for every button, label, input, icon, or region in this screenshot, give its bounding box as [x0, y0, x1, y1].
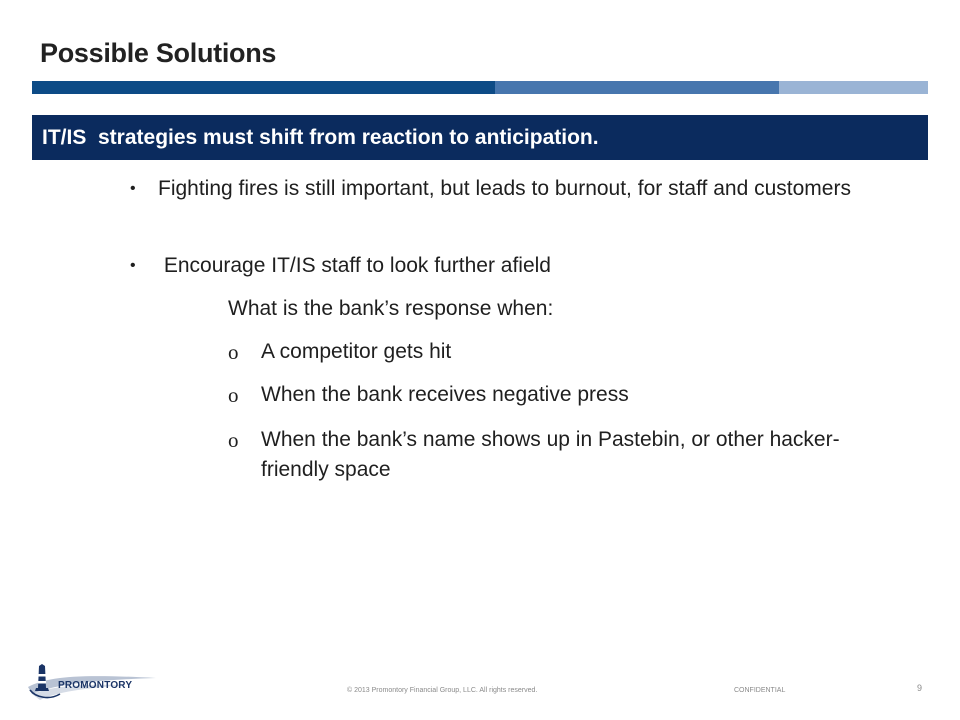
headline-banner: IT/IS strategies must shift from reaction to anticipation.: [32, 115, 928, 160]
slide-title: Possible Solutions: [40, 38, 277, 68]
confidential-label: CONFIDENTIAL: [734, 687, 786, 694]
bullet-text: Encourage IT/IS staff to look further afield: [158, 254, 551, 277]
bar-segment-dark: [32, 81, 495, 94]
bar-segment-mid: [495, 81, 779, 94]
bullet-text: Fighting fires is still important, but leads to burnout, for staff and customers: [158, 177, 851, 200]
page-number: 9: [917, 683, 923, 693]
bullet-marker: •: [130, 180, 136, 197]
sub-bullet-marker: o: [228, 383, 239, 407]
sub-list-text: When the bank receives negative press: [261, 383, 629, 406]
sub-bullet-marker: o: [228, 428, 239, 452]
subheading: What is the bank’s response when:: [228, 297, 554, 320]
sub-list-text: When the bank’s name shows up in Pastebin, or other hacker-friendly space: [261, 428, 840, 481]
copyright-notice: © 2013 Promontory Financial Group, LLC. All rights reserved.: [347, 687, 538, 694]
title-underline-bar: [32, 81, 928, 94]
sub-bullet-marker: o: [228, 340, 239, 364]
bullet-marker: •: [130, 257, 136, 274]
logo-wordmark: PROMONTORY: [58, 680, 133, 691]
sub-list-text: A competitor gets hit: [261, 340, 452, 363]
bar-segment-light: [779, 81, 928, 94]
lighthouse-logo-icon: [26, 654, 156, 702]
